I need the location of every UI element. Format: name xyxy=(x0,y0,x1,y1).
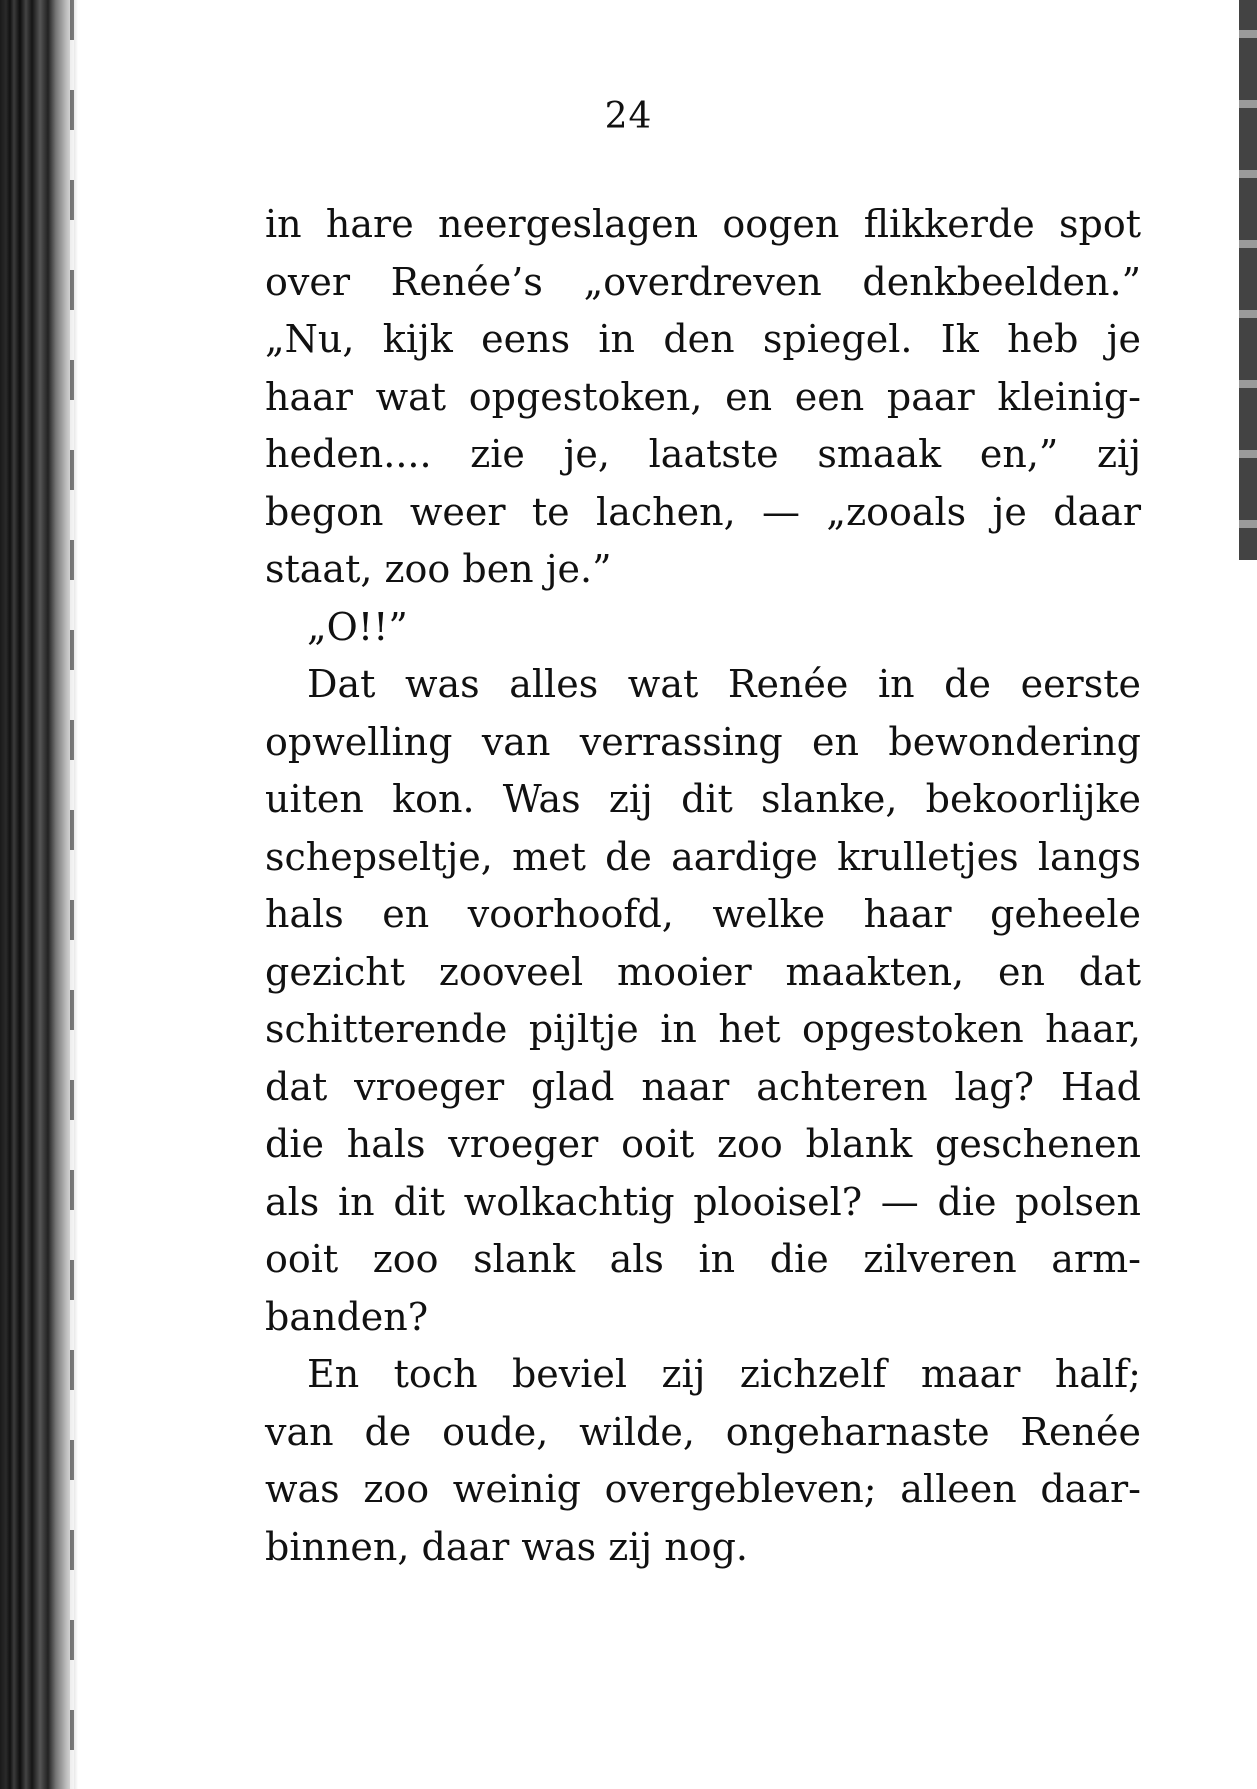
text-line: schepseltje, met de aardige krulletjes langs xyxy=(265,834,1141,879)
text-line: heden.... zie je, laatste smaak en,” zij xyxy=(265,432,1141,476)
text-line: binnen, daar was zij nog. xyxy=(265,1524,748,1569)
text-line: hals en voorhoofd, welke haar geheele xyxy=(265,892,1141,936)
text-line: haar wat opgestoken, en een paar kleinig- xyxy=(265,374,1141,419)
text-line: Dat was alles wat Renée in de eerste xyxy=(307,662,1141,706)
text-line: in hare neergeslagen oogen flikkerde spot xyxy=(265,202,1141,246)
book-binding-edge xyxy=(0,0,78,1789)
binding-shadow xyxy=(70,0,74,1789)
text-line: banden? xyxy=(265,1294,429,1339)
text-line: „O!!” xyxy=(307,604,408,649)
right-page-edge xyxy=(1239,0,1257,560)
text-line: „Nu, kijk eens in den spiegel. Ik heb je xyxy=(265,317,1141,361)
text-line: dat vroeger glad naar achteren lag? Had xyxy=(265,1064,1141,1109)
text-line: die hals vroeger ooit zoo blank geschenen xyxy=(265,1122,1141,1166)
page-number: 24 xyxy=(604,96,653,137)
text-line: staat, zoo ben je.” xyxy=(265,547,612,591)
text-line: opwelling van verrassing en bewondering xyxy=(265,719,1141,764)
text-line: van de oude, wilde, ongeharnaste Renée xyxy=(265,1409,1141,1454)
body-text xyxy=(265,196,1141,1576)
text-line: gezicht zooveel mooier maakten, en dat xyxy=(265,949,1141,994)
text-line: En toch beviel zij zichzelf maar half; xyxy=(307,1352,1141,1396)
text-line: begon weer te lachen, — „zooals je daar xyxy=(265,489,1141,534)
text-line: schitterende pijltje in het opgestoken haar, xyxy=(265,1007,1141,1051)
text-line: over Renée’s „overdreven denkbeelden.” xyxy=(265,259,1141,304)
text-line: uiten kon. Was zij dit slanke, bekoorlijke xyxy=(265,777,1141,821)
text-line: als in dit wolkachtig plooisel? — die polsen xyxy=(265,1179,1141,1224)
text-line: ooit zoo slank als in die zilveren arm- xyxy=(265,1237,1141,1281)
text-line: was zoo weinig overgebleven; alleen daar- xyxy=(265,1467,1141,1511)
